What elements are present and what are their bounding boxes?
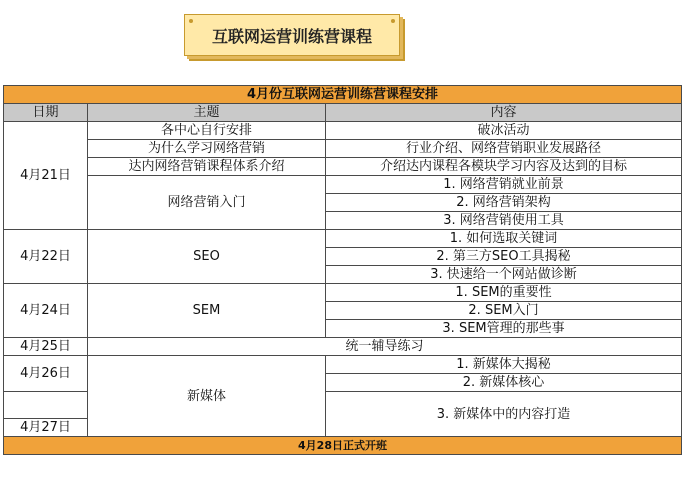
- table-row: [4, 122, 682, 140]
- badge-title: 互联网运营训练营课程: [211, 26, 372, 46]
- content-cell: 1. 新媒体大揭秘: [326, 356, 682, 374]
- table-row: [4, 176, 682, 194]
- table-row: [4, 356, 682, 374]
- content-cell: 介绍达内课程各模块学习内容及达到的目标: [326, 158, 682, 176]
- content-cell: 3. 网络营销使用工具: [326, 212, 682, 230]
- content-cell: 2. 网络营销架构: [326, 194, 682, 212]
- date-cell: 4月24日: [4, 284, 88, 338]
- table-row: [4, 158, 682, 176]
- topic-cell: SEM: [88, 284, 326, 338]
- table-row: [4, 284, 682, 302]
- date-cell: 4月25日: [4, 338, 88, 356]
- date-cell: 4月22日: [4, 230, 88, 284]
- table-footer: 4月28日正式开班: [4, 437, 682, 455]
- table-row: [4, 230, 682, 248]
- content-cell: 2. 第三方SEO工具揭秘: [326, 248, 682, 266]
- topic-cell: SEO: [88, 230, 326, 284]
- topic-cell: 网络营销入门: [88, 176, 326, 230]
- content-cell: 3. 快速给一个网站做诊断: [326, 266, 682, 284]
- schedule-table: [3, 85, 682, 455]
- topic-cell: 达内网络营销课程体系介绍: [88, 158, 326, 176]
- content-cell: 2. SEM入门: [326, 302, 682, 320]
- date-cell: 4月21日: [4, 122, 88, 230]
- content-cell: 统一辅导练习: [88, 338, 682, 356]
- header-date: 日期: [4, 104, 88, 122]
- content-cell: 1. 如何选取关键词: [326, 230, 682, 248]
- content-cell: 3. SEM管理的那些事: [326, 320, 682, 338]
- content-cell: 1. SEM的重要性: [326, 284, 682, 302]
- date-cell: 4月27日: [4, 419, 88, 437]
- table-row: [4, 338, 682, 356]
- topic-cell: 为什么学习网络营销: [88, 140, 326, 158]
- content-cell: 行业介绍、网络营销职业发展路径: [326, 140, 682, 158]
- content-cell: 2. 新媒体核心: [326, 374, 682, 392]
- course-title-badge: [184, 14, 400, 56]
- table-title: 4月份互联网运营训练营课程安排: [4, 86, 682, 104]
- content-cell: 3. 新媒体中的内容打造: [326, 392, 682, 437]
- content-cell: 破冰活动: [326, 122, 682, 140]
- topic-cell: 新媒体: [88, 356, 326, 437]
- header-content: 内容: [326, 104, 682, 122]
- content-cell: 1. 网络营销就业前景: [326, 176, 682, 194]
- header-topic: 主题: [88, 104, 326, 122]
- date-cell: 4月26日: [4, 356, 88, 392]
- date-spacer-cell: [4, 392, 88, 419]
- topic-cell: 各中心自行安排: [88, 122, 326, 140]
- table-row: [4, 140, 682, 158]
